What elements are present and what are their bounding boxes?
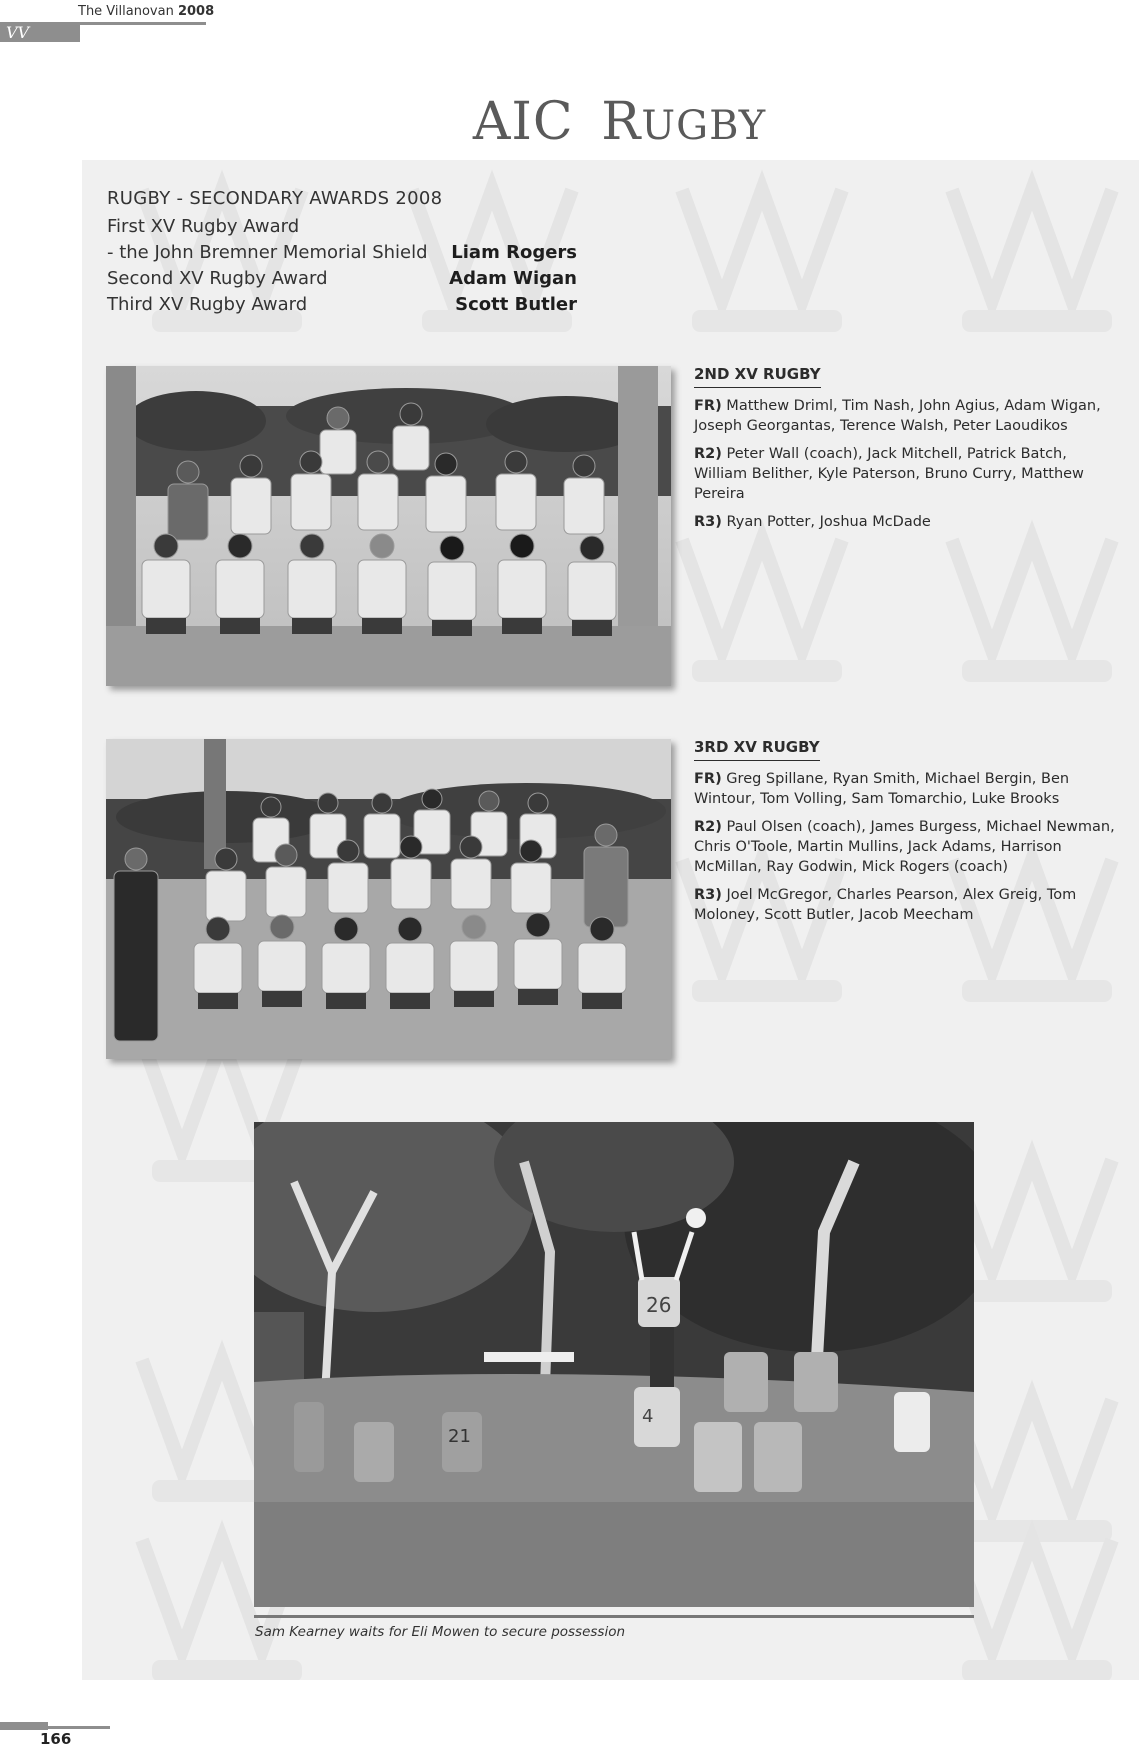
team-photo-image xyxy=(106,366,671,686)
roster-row xyxy=(694,444,1124,504)
team-roster-2nd-xv xyxy=(694,364,1124,540)
award-label: Second XV Rugby Award xyxy=(107,268,328,289)
award-recipient: Scott Butler xyxy=(455,294,577,315)
publication-year: 2008 xyxy=(177,4,215,19)
header-rule xyxy=(74,22,206,25)
match-action-photo xyxy=(254,1122,974,1607)
awards-heading: RUGBY - SECONDARY AWARDS 2008 xyxy=(107,188,443,209)
roster-row xyxy=(694,817,1124,877)
award-label: First XV Rugby Award xyxy=(107,216,300,237)
photo-caption: Sam Kearney waits for Eli Mowen to secure possession xyxy=(255,1624,626,1640)
svg-text:21: 21 xyxy=(448,1426,471,1447)
caption-rule xyxy=(254,1615,974,1618)
team-title: 2ND XV RUGBY xyxy=(694,364,821,388)
roster-row xyxy=(694,396,1124,436)
roster-row xyxy=(694,512,1124,532)
footer-rule xyxy=(40,1726,110,1729)
row-label: FR) xyxy=(694,398,722,414)
roster-row xyxy=(694,769,1124,809)
page-number: 166 xyxy=(40,1730,72,1748)
awards-section xyxy=(107,186,577,318)
row-label: R3) xyxy=(694,887,722,903)
row-names: Joel McGregor, Charles Pearson, Alex Greig, Tom Moloney, Scott Butler, Jacob Meecham xyxy=(694,887,1077,923)
page-header xyxy=(0,0,215,42)
rugby-ball-icon xyxy=(686,1208,706,1228)
header-text xyxy=(78,4,214,19)
row-label: R2) xyxy=(694,819,722,835)
award-row xyxy=(107,240,577,266)
award-row xyxy=(107,266,577,292)
award-row xyxy=(107,292,577,318)
award-label: Third XV Rugby Award xyxy=(107,294,308,315)
lineout-photo-image xyxy=(254,1122,974,1607)
villanova-logo-icon xyxy=(0,22,80,42)
svg-text:26: 26 xyxy=(646,1293,672,1317)
row-label: R3) xyxy=(694,514,722,530)
award-recipient: Adam Wigan xyxy=(449,268,577,289)
publication-name: The Villanovan xyxy=(78,4,174,19)
team-photo-3rd-xv xyxy=(106,739,671,1059)
award-row xyxy=(107,214,577,240)
svg-text:VV: VV xyxy=(6,23,30,42)
row-names: Matthew Driml, Tim Nash, John Agius, Adam Wigan, Joseph Georgantas, Terence Walsh, Peter Laoudikos xyxy=(694,398,1101,434)
page-title: AIC RUGBY xyxy=(472,92,767,152)
row-label: R2) xyxy=(694,446,722,462)
team-photo-image xyxy=(106,739,671,1059)
header-tab xyxy=(0,22,80,42)
row-label: FR) xyxy=(694,771,722,787)
team-roster-3rd-xv xyxy=(694,737,1124,933)
team-photo-2nd-xv xyxy=(106,366,671,686)
row-names: Peter Wall (coach), Jack Mitchell, Patrick Batch, William Belither, Kyle Paterson, Bruno Curry, Matthew Pereira xyxy=(694,446,1084,502)
award-recipient: Liam Rogers xyxy=(451,242,577,263)
award-label: - the John Bremner Memorial Shield xyxy=(107,242,428,263)
row-names: Paul Olsen (coach), James Burgess, Michael Newman, Chris O'Toole, Martin Mullins, Jack Adams, Harrison McMillan, Ray Godwin, Mick Rogers (coach) xyxy=(694,819,1115,875)
svg-text:4: 4 xyxy=(642,1406,654,1427)
roster-row xyxy=(694,885,1124,925)
team-title: 3RD XV RUGBY xyxy=(694,737,820,761)
row-names: Greg Spillane, Ryan Smith, Michael Bergin, Ben Wintour, Tom Volling, Sam Tomarchio, Luke Brooks xyxy=(694,771,1070,807)
row-names: Ryan Potter, Joshua McDade xyxy=(721,514,931,530)
